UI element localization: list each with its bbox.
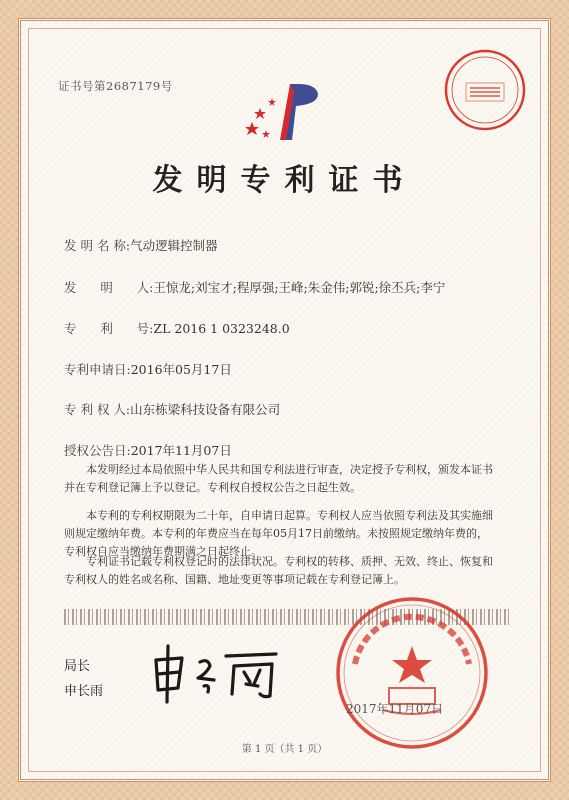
grant-date-label: 授权公告日:: [64, 443, 131, 458]
patentee-row: [64, 400, 280, 418]
filing-date-value: 2016年05月17日: [130, 362, 232, 377]
director-signature: [148, 638, 288, 708]
paragraph-term: 本专利的专利权期限为二十年，自申请日起算。专利权人应当依照专利法及其实施细则规定缴纳年费。本专利的年费应当在每年05月17日前缴纳。未按照规定缴纳年费的，专利权自应当缴纳年费期满之日起终止。: [64, 509, 493, 558]
agency-stamp-icon: [442, 47, 528, 133]
certificate-number: 证书号第2687179号: [58, 79, 173, 93]
patentee-value: 山东栋梁科技设备有限公司: [130, 402, 281, 417]
page-title: 发明专利证书: [152, 163, 417, 198]
filing-date-label: 专利申请日:: [64, 362, 131, 377]
inventor-row: [64, 278, 445, 296]
grant-date-value: 2017年11月07日: [130, 443, 232, 458]
patent-number-value: ZL 2016 1 0323248.0: [153, 321, 290, 336]
inventor-value: 王惊龙;刘宝才;程厚强;王峰;朱金伟;郭锐;徐丕兵;李宁: [153, 280, 446, 295]
invention-name-label: 发 明 名 称:: [64, 238, 131, 253]
patent-number-label: 专 利 号:: [64, 321, 154, 336]
page-footer: 第 1 页（共 1 页）: [241, 744, 328, 755]
official-seal-icon: [333, 594, 491, 752]
invention-name-value: 气动逻辑控制器: [130, 238, 218, 253]
invention-name-row: [64, 236, 218, 254]
filing-date-row: [64, 360, 232, 378]
patent-number-row: [64, 319, 290, 337]
grant-date-row: [64, 441, 232, 459]
seal-date: 2017年11月07日: [346, 702, 444, 716]
inventor-label: 发 明 人:: [64, 280, 154, 295]
paragraph-record: 专利证书记载专利权登记时的法律状况。专利权的转移、质押、无效、终止、恢复和专利权人的姓名或名称、国籍、地址变更等事项记载在专利登记簿上。: [64, 555, 493, 586]
patentee-label: 专 利 权 人:: [64, 402, 131, 417]
director-title: 局长: [64, 659, 91, 674]
sipo-logo-icon: [240, 78, 328, 146]
paragraph-grant: 本发明经过本局依照中华人民共和国专利法进行审查，决定授予专利权，颁发本证书并在专利登记簿上予以登记。专利权自授权公告之日起生效。: [64, 463, 493, 494]
director-name: 申长雨: [64, 684, 104, 699]
